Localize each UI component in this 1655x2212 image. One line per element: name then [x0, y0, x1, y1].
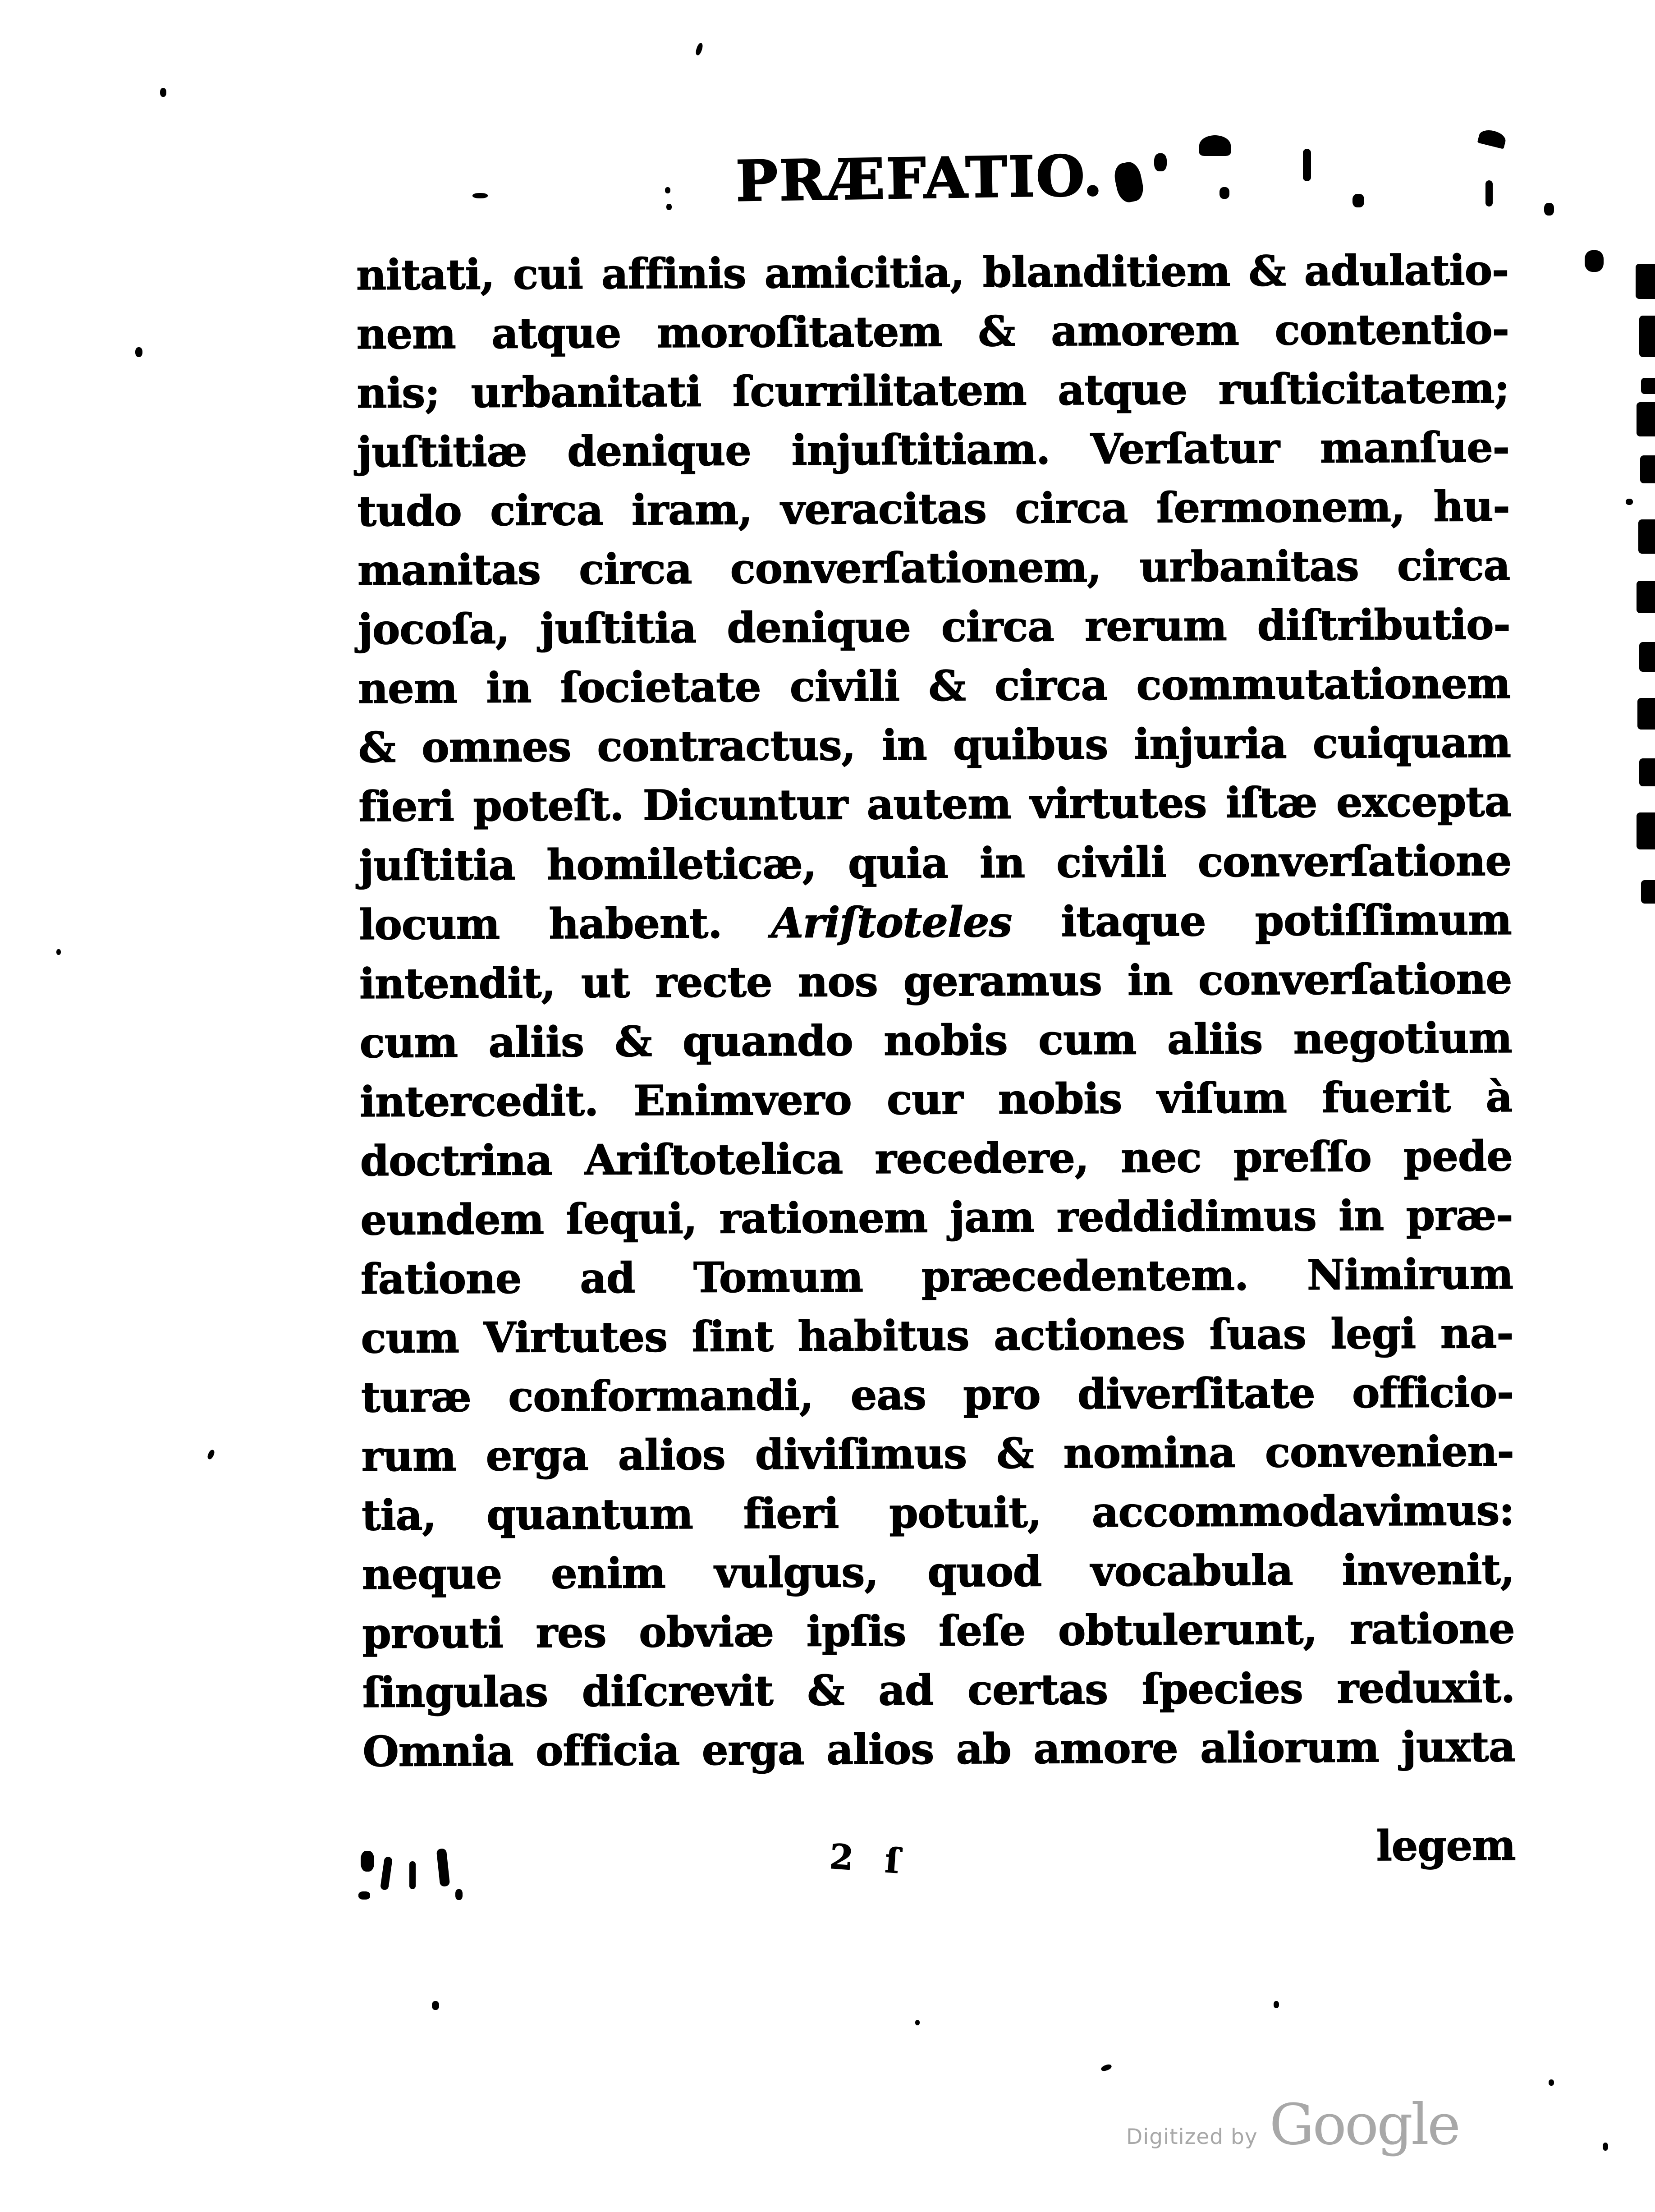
page-title: PRÆFATIO.: [735, 143, 1105, 215]
google-logo: Google: [1269, 2092, 1459, 2157]
edge-fragment: [1638, 519, 1655, 554]
text-segment: tia, quantum fieri potuit, accommodavimus:: [362, 1486, 1514, 1540]
ink-speck: [915, 2020, 920, 2025]
text-segment: locum habent.: [359, 898, 771, 949]
body-line: [357, 477, 1510, 541]
body-line: [361, 1363, 1514, 1427]
body-line: [362, 1599, 1515, 1663]
body-line: [362, 1658, 1515, 1722]
ink-smudge: [1199, 135, 1231, 156]
body-line: [359, 831, 1512, 895]
body-line: [356, 241, 1509, 305]
ink-speck: [472, 193, 488, 198]
text-segment: fieri poteſt. Dicuntur autem virtutes iſtæ excepta: [358, 777, 1511, 831]
text-segment: fatione ad Tomum præcedentem. Nimirum: [360, 1249, 1513, 1303]
body-line: [360, 1186, 1513, 1250]
ink-smudge: [455, 1889, 463, 1900]
text-segment: ſingulas diſcrevit & ad certas ſpecies reduxit.: [362, 1663, 1515, 1717]
ink-smudge: [1585, 250, 1604, 272]
ink-smudge: [1477, 128, 1507, 149]
text-segment: cum Virtutes ſint habitus actiones ſuas legi na-: [361, 1308, 1513, 1363]
text-segment: intendit, ut recte nos geramus in converſatione: [359, 954, 1512, 1008]
edge-fragment: [1639, 642, 1655, 672]
ink-speck: [1274, 2001, 1279, 2008]
text-segment: jocoſa, juſtitia denique circa rerum diſtributio-: [358, 600, 1510, 654]
edge-fragment: [1637, 402, 1655, 436]
ink-speck: [432, 2001, 439, 2010]
body-line: [362, 1540, 1515, 1604]
text-segment: manitas circa converſationem, urbanitas circa: [357, 541, 1510, 595]
ink-speck: [695, 42, 704, 56]
text-segment: Ariſtoteles: [771, 897, 1012, 947]
catchword: legem: [1376, 1821, 1516, 1871]
ink-smudge: [409, 1861, 416, 1889]
ink-smudge: [1485, 180, 1493, 207]
text-segment: doctrina Ariſtotelica recedere, nec preſſo pede: [360, 1131, 1513, 1185]
text-segment: intercedit. Enimvero cur nobis viſum fuerit à: [360, 1072, 1513, 1126]
text-segment: tudo circa iram, veracitas circa ſermonem, hu-: [357, 482, 1510, 536]
body-line: [358, 772, 1511, 836]
ink-smudge: [361, 1851, 374, 1872]
ink-smudge: [358, 1891, 370, 1900]
text-segment: prouti res obviæ ipſis ſeſe obtulerunt, ratione: [362, 1604, 1515, 1658]
watermark-prefix: Digitized by: [1126, 2125, 1258, 2149]
text-segment: nis; urbanitati ſcurrilitatem atque ruſticitatem;: [357, 363, 1509, 418]
ink-speck: [160, 88, 166, 97]
text-segment: nitati, cui affinis amicitia, blanditiem & adulatio-: [356, 245, 1509, 299]
body-line: [358, 595, 1510, 659]
edge-fragment: [1637, 812, 1655, 849]
body-line: [358, 536, 1510, 600]
text-segment: cum aliis & quando nobis cum aliis negotium: [359, 1013, 1512, 1067]
edge-fragment: [1637, 581, 1655, 613]
ink-speck: [135, 347, 142, 357]
body-line: [357, 359, 1509, 423]
ink-speck: [666, 204, 672, 210]
text-segment: nem in ſocietate civili & circa commutationem: [358, 659, 1511, 713]
text-segment: itaque potiſſimum: [1011, 895, 1512, 946]
body-line: [360, 1068, 1513, 1132]
ink-speck: [1100, 2063, 1113, 2072]
text-segment: juſtitia homileticæ, quia in civili converſatione: [358, 836, 1512, 890]
edge-fragment: [1639, 758, 1655, 786]
edge-fragment: [1636, 264, 1655, 299]
body-line: [361, 1304, 1513, 1368]
ink-speck: [1549, 2079, 1554, 2086]
edge-fragment: [1641, 378, 1655, 394]
body-line: [357, 418, 1510, 482]
body-line: [358, 713, 1511, 777]
edge-fragment: [1639, 316, 1655, 357]
text-segment: juſtitiæ denique injuſtitiam. Verſatur manſue-: [357, 422, 1510, 477]
ink-smudge: [1544, 203, 1554, 216]
signature-mark: 2 ſ: [828, 1836, 901, 1882]
ink-smudge: [1352, 194, 1364, 207]
edge-fragment: [1640, 455, 1655, 483]
body-line: [361, 1422, 1514, 1486]
body-line: [359, 1009, 1512, 1073]
edge-fragment: [1641, 880, 1655, 904]
body-line: [359, 890, 1512, 955]
ink-speck: [665, 187, 670, 193]
body-line: [358, 654, 1511, 718]
text-segment: nem atque moroſitatem & amorem contentio-: [356, 304, 1509, 358]
body-line: [361, 1245, 1513, 1309]
ink-smudge: [1303, 149, 1311, 181]
body-line: [357, 300, 1509, 364]
text-segment: eundem ſequi, rationem jam reddidimus in præ-: [360, 1190, 1513, 1244]
text-segment: & omnes contractus, in quibus injuria cuiquam: [358, 718, 1511, 772]
text-segment: Omnia officia erga alios ab amore aliorum juxta: [362, 1722, 1515, 1776]
ink-speck: [1626, 499, 1633, 505]
edge-fragment: [1637, 698, 1655, 730]
text-segment: rum erga alios diviſimus & nomina convenien-: [361, 1427, 1514, 1481]
ink-speck: [1603, 2143, 1608, 2151]
google-watermark: [1126, 2092, 1459, 2157]
ink-speck: [56, 949, 61, 955]
body-line: [362, 1481, 1514, 1545]
body-line: [362, 1717, 1515, 1781]
body-text: [356, 241, 1516, 1880]
text-segment: neque enim vulgus, quod vocabula invenit,: [362, 1545, 1515, 1599]
body-line: [359, 950, 1512, 1014]
ink-speck: [206, 1449, 215, 1460]
text-segment: turæ conformandi, eas pro diverſitate officio-: [361, 1368, 1514, 1422]
ink-smudge: [1219, 187, 1229, 199]
body-line: [360, 1127, 1513, 1191]
ink-smudge: [1154, 153, 1167, 171]
